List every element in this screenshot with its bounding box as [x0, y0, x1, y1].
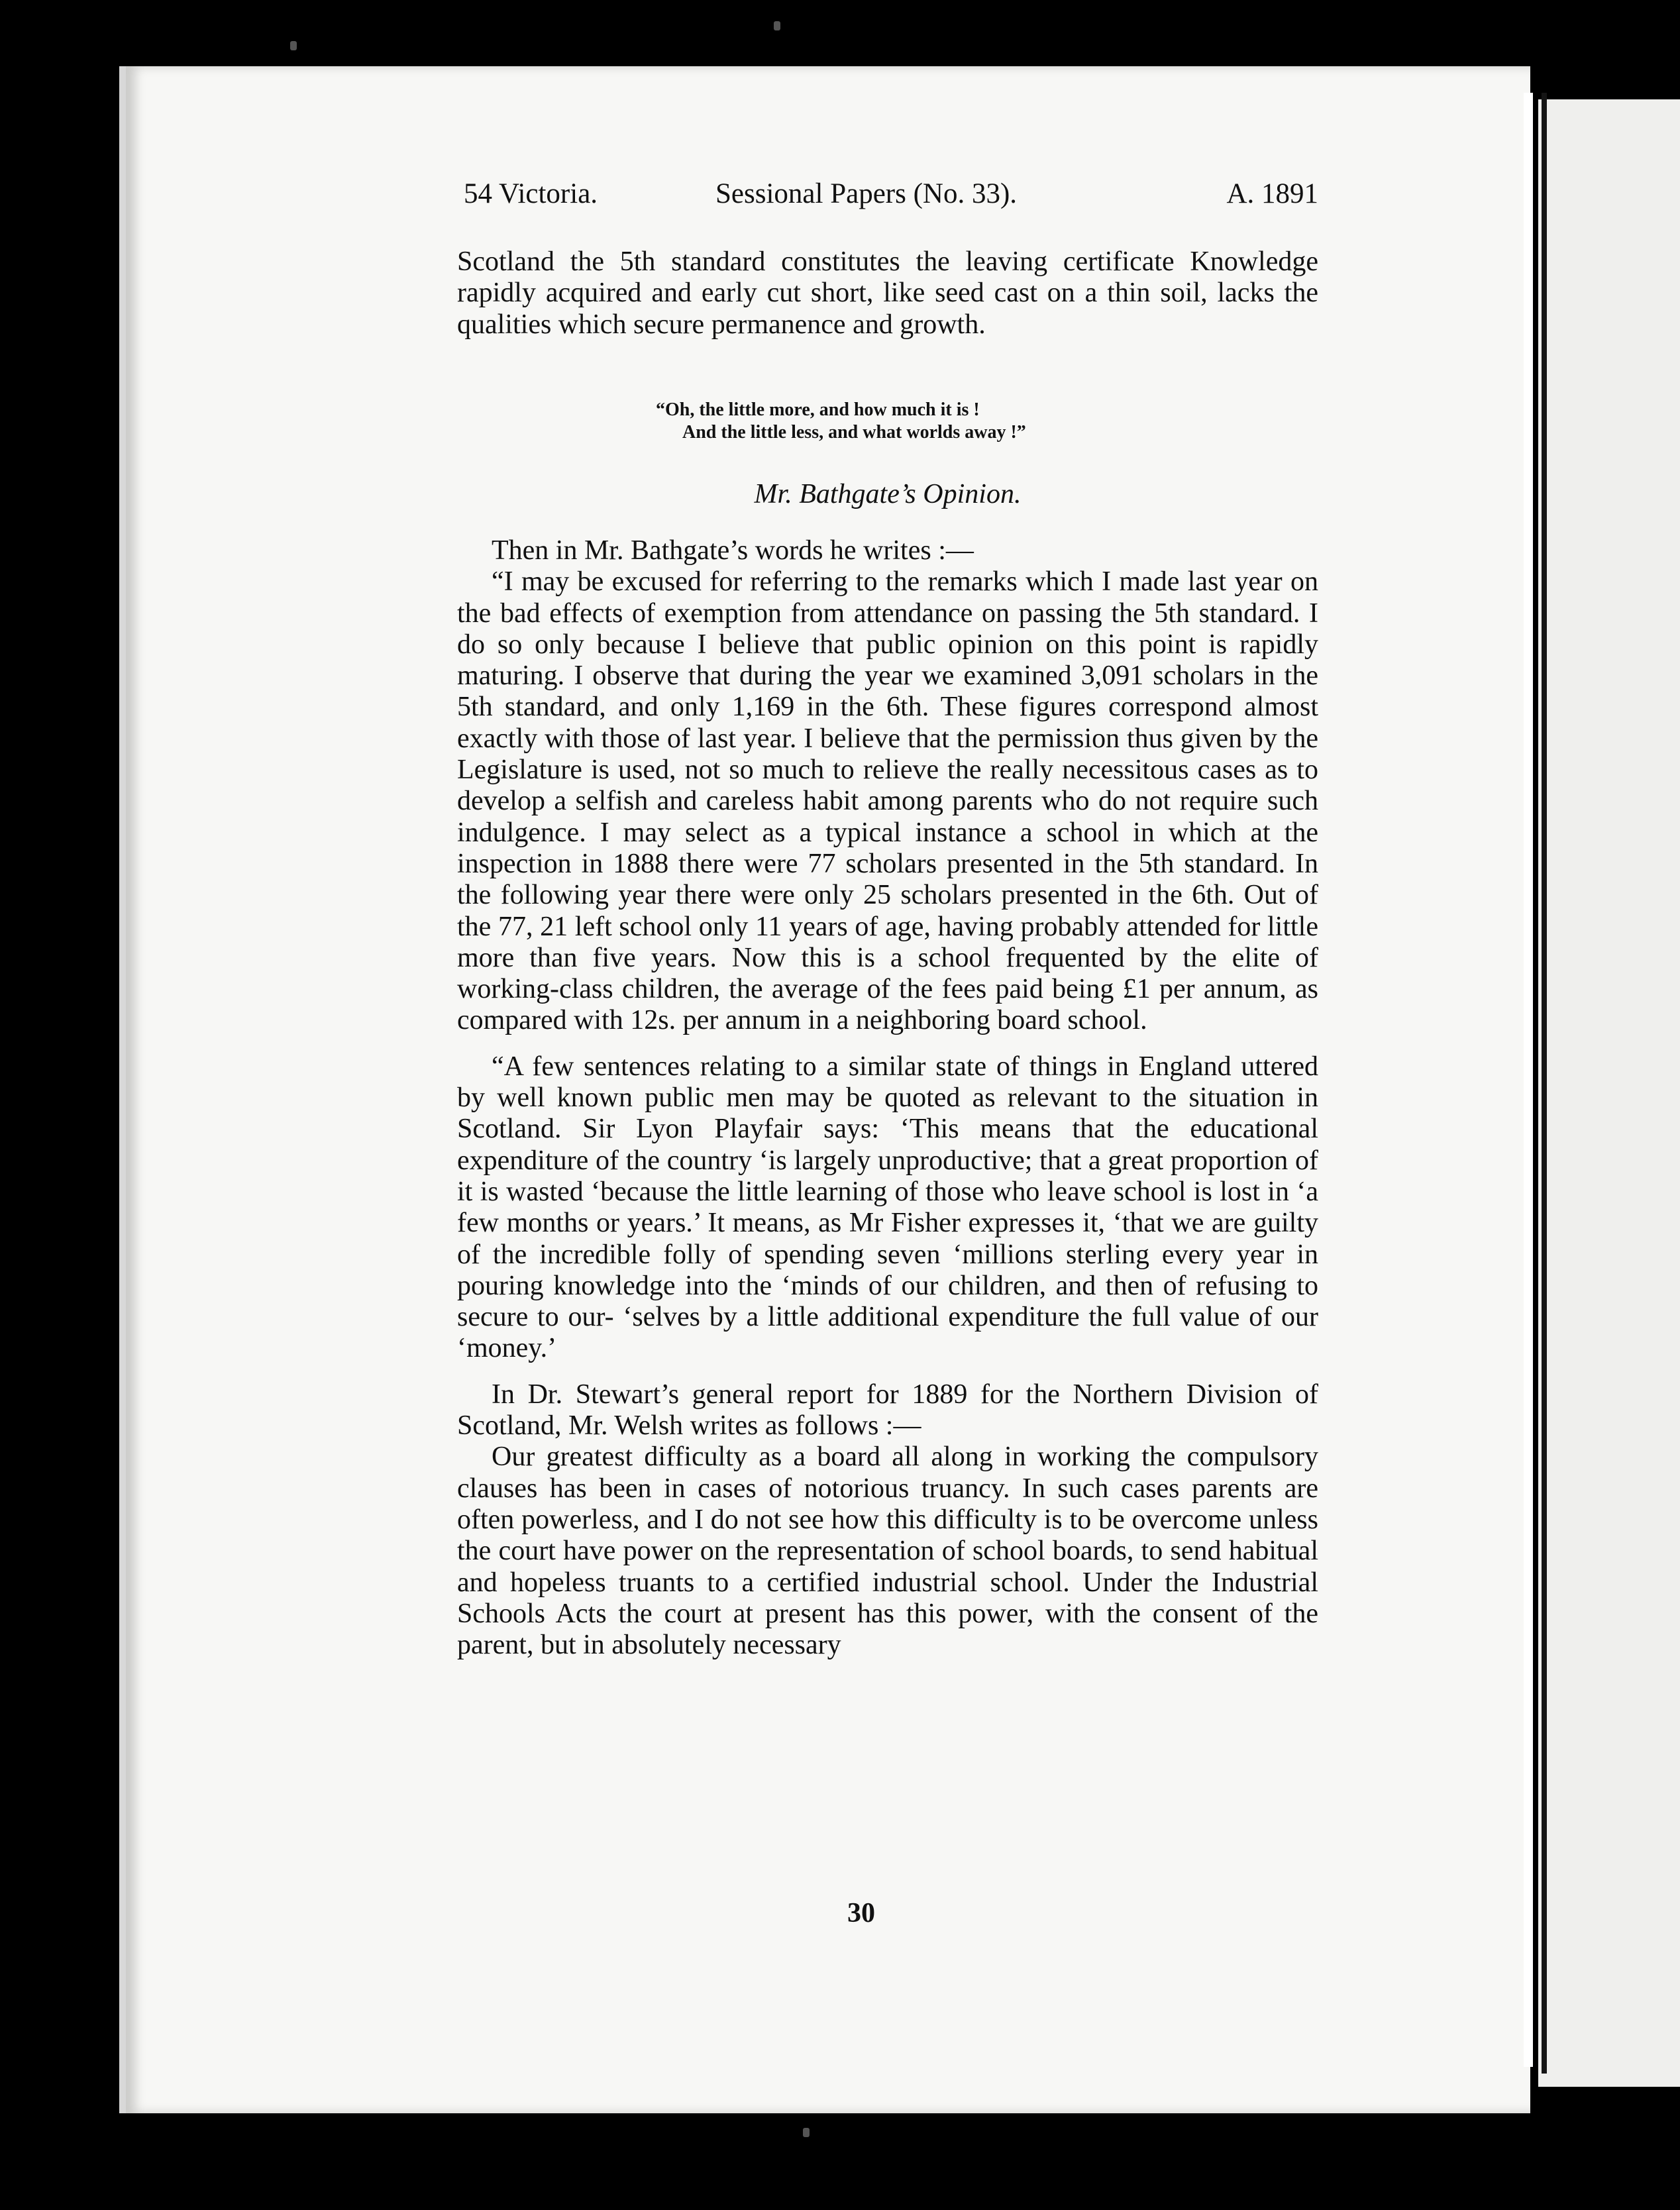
verse-line-2: And the little less, and what worlds away !”: [682, 422, 1026, 443]
header-right: A. 1891: [1226, 178, 1318, 209]
verse-line-1: “Oh, the little more, and how much it is !: [656, 399, 980, 420]
running-head: [464, 178, 1318, 219]
intro-paragraph: Scotland the 5th standard constitutes the leaving certificate Knowledge rapidly acquired and early cut short, like seed cast on a thin soil, lacks the qualities which secure permanence and growth.: [457, 246, 1318, 340]
page-number: 30: [847, 1898, 875, 1928]
scan-speck: [803, 2128, 810, 2137]
paragraph: Then in Mr. Bathgate’s words he writes :—: [492, 535, 974, 566]
page-edge: [1524, 93, 1533, 2067]
adjacent-page: [1538, 99, 1680, 2087]
paragraph: In Dr. Stewart’s general report for 1889 for the Northern Division of Scotland, Mr. Welsh writes as follows :—: [457, 1379, 1318, 1442]
paragraph: “A few sentences relating to a similar state of things in England uttered by well known public men may be quoted as relevant to the situation in Scotland. Sir Lyon Playfair says: ‘This means that the educational expenditure of the country ‘is largely unproductive; that a great proportion of it is wasted ‘because the little learning of those who leave school is lost in ‘a few months or years.’ It means, as Mr Fisher expresses it, ‘that we are guilty of the incredible folly of spending seven ‘millions sterling every year in pouring knowledge into the ‘minds of our children, and then of refusing to secure to our- ‘selves by a little additional expenditure the full value of our ‘money.’: [457, 1051, 1318, 1364]
page-gutter-line: [1542, 93, 1547, 2074]
scan-speck: [774, 21, 780, 30]
scan-speck: [290, 41, 297, 50]
header-left: 54 Victoria.: [464, 178, 598, 209]
paragraph: Our greatest difficulty as a board all along in working the compulsory clauses has been in cases of notorious truancy. In such cases parents are often powerless, and I do not see how this difficulty is to be overcome unless the court have power on the representation of school boards, to send habitual and hopeless truants to a certified industrial school. Under the Industrial Schools Acts the court at present has this power, with the consent of the parent, but in absolutely necessary: [457, 1442, 1318, 1661]
section-heading: Mr. Bathgate’s Opinion.: [754, 479, 1022, 509]
verse-quote: [656, 399, 1186, 444]
paragraph: “I may be excused for referring to the remarks which I made last year on the bad effects of exemption from attendance on passing the 5th standard. I do so only because I believe that public opinion on this point is rapidly maturing. I observe that during the year we examined 3,091 scholars in the 5th standard, and only 1,169 in the 6th. These figures correspond almost exactly with those of last year. I believe that the permission thus given by the Legislature is used, not so much to relieve the really necessitous cases as to develop a selfish and careless habit among parents who do not require such indulgence. I may select as a typical instance a school in which at the inspection in 1888 there were 77 scholars presented in the 5th standard. In the following year there were only 25 scholars presented in the 6th. Out of the 77, 21 left school only 11 years of age, having probably attended for little more than five years. Now this is a school frequented by the elite of working-class children, the average of the fees paid being £1 per annum, as compared with 12s. per annum in a neighboring board school.: [457, 566, 1318, 1036]
body-text: [457, 535, 1318, 1661]
header-center: Sessional Papers (No. 33).: [715, 178, 1018, 209]
